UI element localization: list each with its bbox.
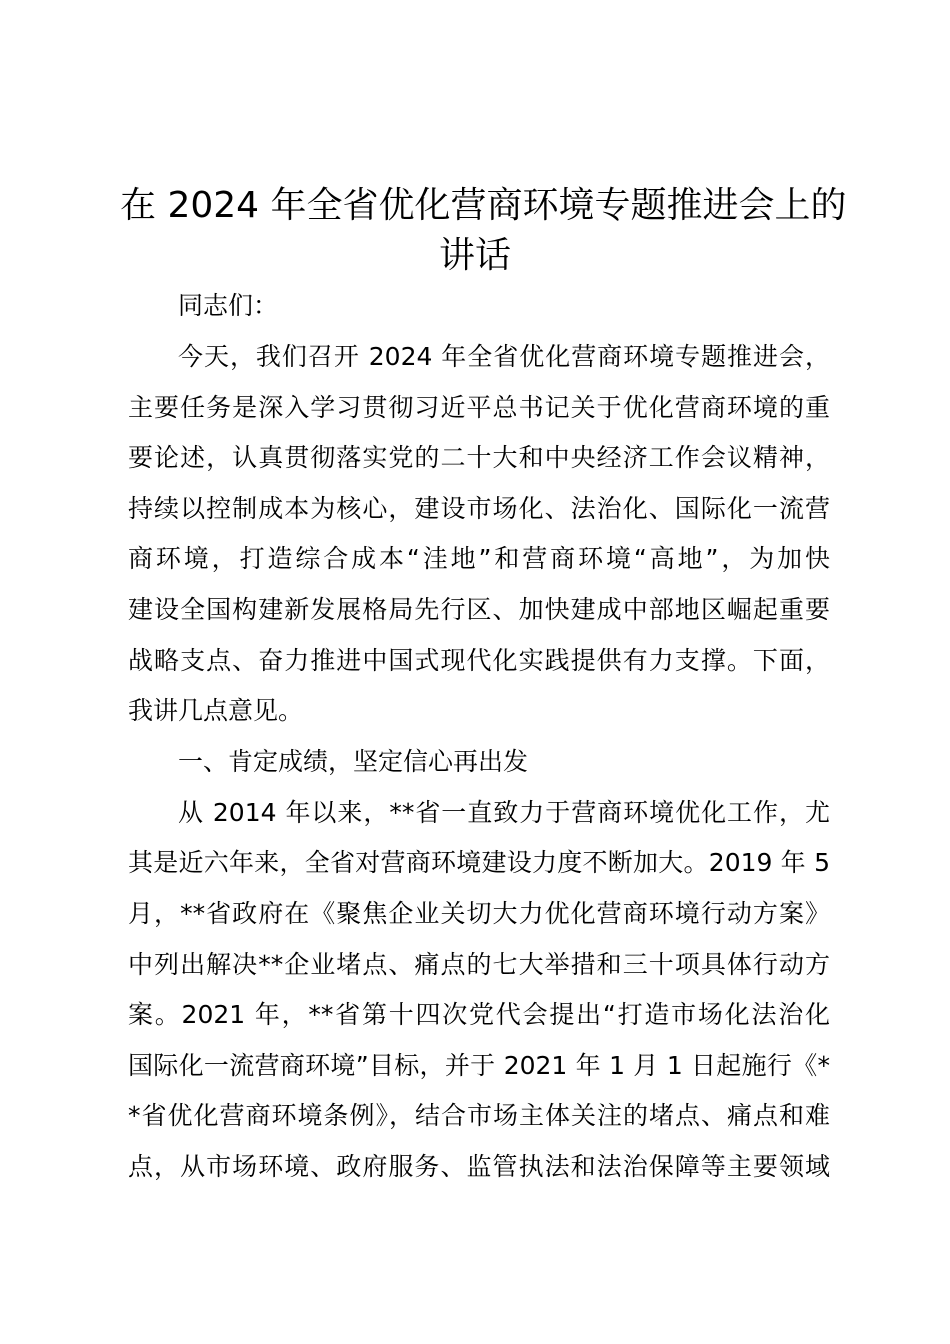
paragraph1-line: 我讲几点意见。 xyxy=(128,696,304,725)
paragraph1-line: 建设全国构建新发展格局先行区、加快建成中部地区崛起重要 xyxy=(128,595,830,624)
paragraph2-line: *省优化营商环境条例》，结合市场主体关注的堵点、痛点和难 xyxy=(128,1101,830,1130)
salutation: 同志们： xyxy=(178,291,279,320)
paragraph2-line: 其是近六年来，全省对营商环境建设力度不断加大。2019 年 5 xyxy=(128,848,830,877)
paragraph1-line: 主要任务是深入学习贯彻习近平总书记关于优化营商环境的重 xyxy=(128,393,830,422)
document-title-line-2: 讲话 xyxy=(438,235,511,276)
paragraph1-line: 战略支点、奋力推进中国式现代化实践提供有力支撑。下面， xyxy=(128,646,830,675)
paragraph1-line: 持续以控制成本为核心，建设市场化、法治化、国际化一流营 xyxy=(128,494,830,523)
paragraph2-line: 月，**省政府在《聚焦企业关切大力优化营商环境行动方案》 xyxy=(128,899,830,928)
paragraph2-line: 国际化一流营商环境”目标，并于 2021 年 1 月 1 日起施行《* xyxy=(128,1051,830,1080)
paragraph2-line: 案。2021 年，**省第十四次党代会提出“打造市场化法治化 xyxy=(128,1000,830,1029)
paragraph1-line: 今天，我们召开 2024 年全省优化营商环境专题推进会， xyxy=(178,342,830,371)
paragraph1-line: 商环境，打造综合成本“洼地”和营商环境“高地”，为加快 xyxy=(128,544,830,573)
paragraph2-line: 点，从市场环境、政府服务、监管执法和法治保障等主要领域 xyxy=(128,1152,830,1181)
paragraph2-line: 从 2014 年以来，**省一直致力于营商环境优化工作，尤 xyxy=(178,798,830,827)
section-heading-1: 一、肯定成绩，坚定信心再出发 xyxy=(178,747,529,776)
paragraph1-line: 要论述，认真贯彻落实党的二十大和中央经济工作会议精神， xyxy=(128,443,830,472)
document-title-line-1: 在 2024 年全省优化营商环境专题推进会上的 xyxy=(120,185,847,226)
paragraph2-line: 中列出解决**企业堵点、痛点的七大举措和三十项具体行动方 xyxy=(128,950,830,979)
